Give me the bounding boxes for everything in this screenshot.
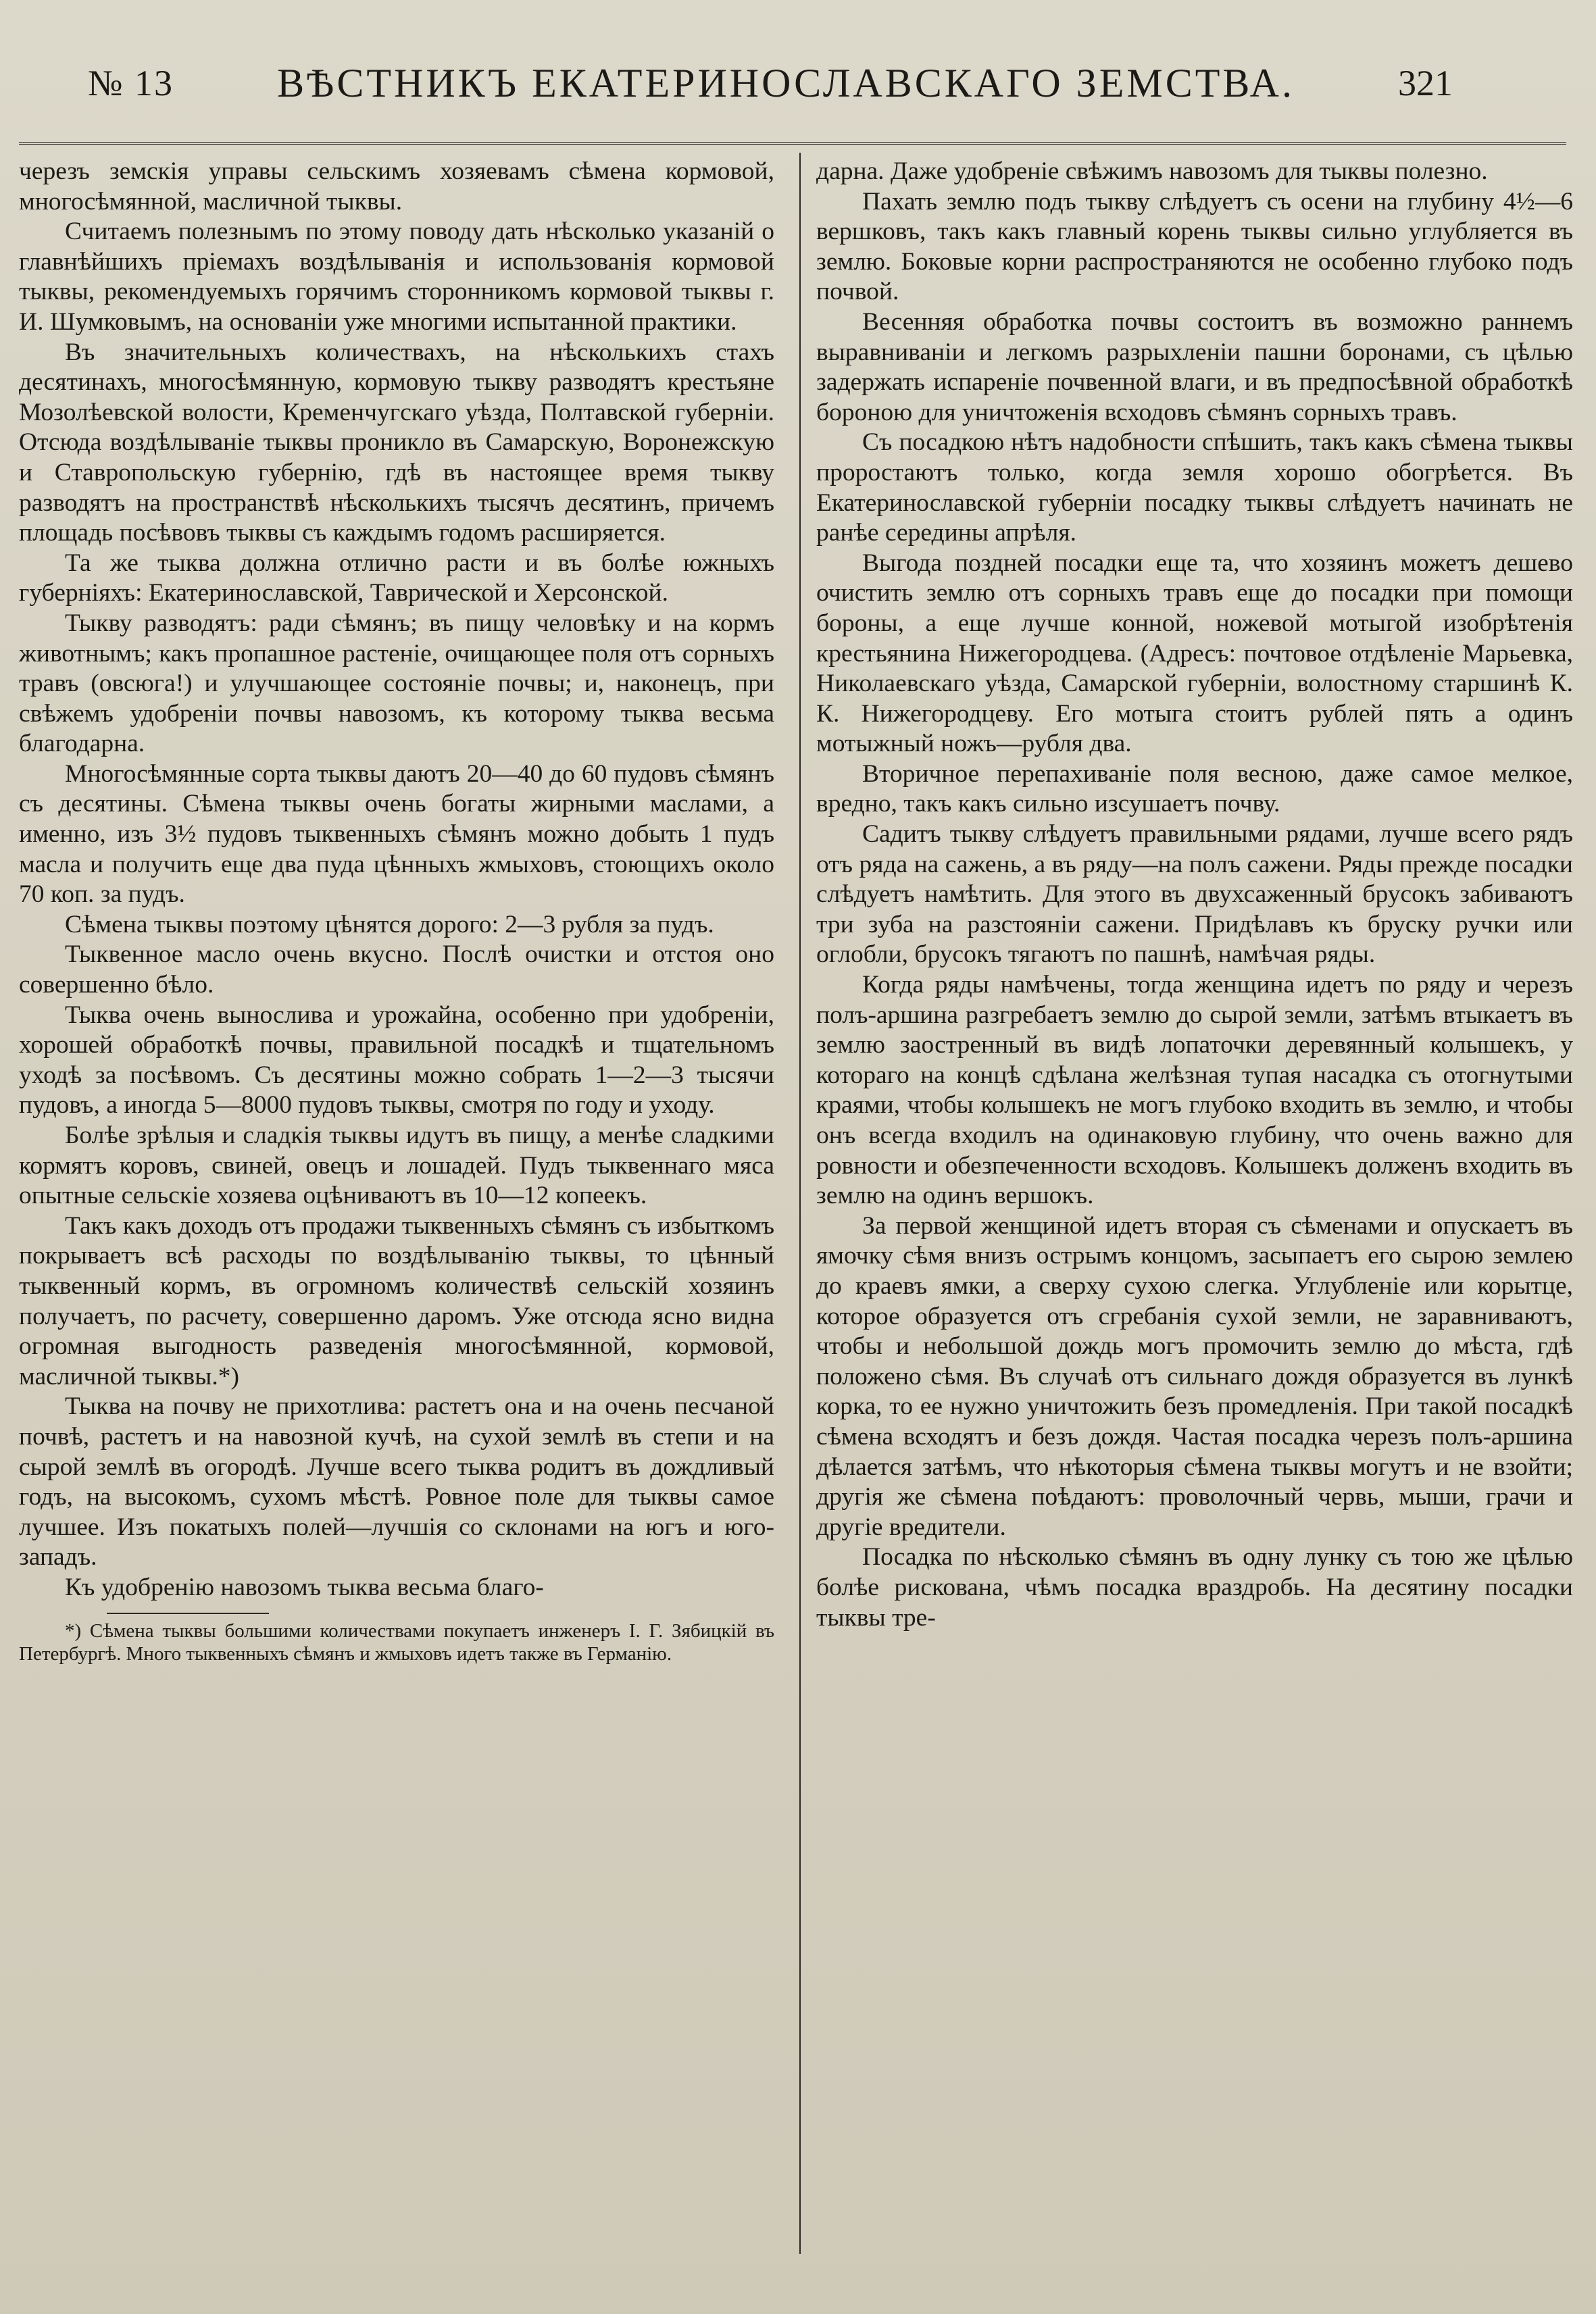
paragraph: Тыквенное масло очень вкусно. Послѣ очистки и отстоя оно совершенно бѣло. <box>19 940 774 999</box>
page-number: 321 <box>1398 63 1453 103</box>
column-divider <box>799 153 801 2254</box>
paragraph: Та же тыква должна отлично расти и въ болѣе южныхъ губерніяхъ: Екатеринославской, Таврической и Херсонской. <box>19 549 774 607</box>
paragraph: Въ значительныхъ количествахъ, на нѣсколькихъ стахъ десятинахъ, многосѣмянную, кормовую тыкву разводятъ крестьяне Мозолѣевской волости, Кременчугскаго уѣзда, Полтавской губерніи. Отсюда воздѣлываніе тыквы проникло въ Самарскую, Воронежскую и Ставропольскую губернію, гдѣ въ настоящее время тыкву разводятъ на пространствѣ нѣсколькихъ тысячъ десятинъ, причемъ площадь посѣвовъ тыквы съ каждымъ годомъ расширяется. <box>19 338 774 547</box>
paragraph: Пахать землю подъ тыкву слѣдуетъ съ осени на глубину 4½—6 вершковъ, такъ какъ главный корень тыквы сильно углубляется въ землю. Боковые корни распространяются не особенно глубоко подъ почвой. <box>816 187 1573 306</box>
header-rule <box>19 142 1566 145</box>
paragraph: Вторичное перепахиваніе поля весною, даже самое мелкое, вредно, такъ какъ сильно изсушаетъ почву. <box>816 759 1573 818</box>
journal-title: ВѢСТНИКЪ ЕКАТЕРИНОСЛАВСКАГО ЗЕМСТВА. <box>277 60 1295 105</box>
paragraph: Тыква очень вынослива и урожайна, особенно при удобреніи, хорошей обработкѣ почвы, правильной посадкѣ и тщательномъ уходѣ за посѣвомъ. Съ десятины можно собрать 1—2—3 тысячи пудовъ, а иногда 5—8000 пудовъ тыквы, смотря по году и уходу. <box>19 1001 774 1120</box>
right-column <box>816 157 1573 2265</box>
paragraph: Посадка по нѣсколько сѣмянъ въ одну лунку съ тою же цѣлью болѣе рискована, чѣмъ посадка враздробь. На десятину посадки тыквы тре- <box>816 1543 1573 1632</box>
page-header <box>88 53 1453 114</box>
paragraph: Выгода поздней посадки еще та, что хозяинъ можетъ дешево очистить землю отъ сорныхъ травъ еще до посадки при помощи бороны, а еще лучше конной, ножевой мотыгой изобрѣтенія крестьянина Нижегородцева. (Адресъ: почтовое отдѣленіе Марьевка, Николаевскаго уѣзда, Самарской губерніи, волостному старшинѣ К. К. Нижегородцеву. Его мотыга стоитъ рублей пять а одинъ мотыжный ножъ—рубля два. <box>816 549 1573 758</box>
paragraph: Тыкву разводятъ: ради сѣмянъ; въ пищу человѣку и на кормъ животнымъ; какъ пропашное растеніе, очищающее поля отъ сорныхъ травъ (овсюга!) и улучшающее состояніе почвы; и, наконецъ, при свѣжемъ удобреніи почвы навозомъ, къ которому тыква весьма благодарна. <box>19 609 774 758</box>
paragraph: Сѣмена тыквы поэтому цѣнятся дорого: 2—3 рубля за пудъ. <box>65 910 714 938</box>
issue-number: № 13 <box>88 63 174 103</box>
paragraph: Весенняя обработка почвы состоитъ въ возможно раннемъ выравниваніи и легкомъ разрыхленіи пашни боронами, съ цѣлью задержать испареніе почвенной влаги, и въ предпосѣвной обработкѣ бороною для уничтоженія всходовъ сѣмянъ сорныхъ травъ. <box>816 307 1573 426</box>
paragraph: За первой женщиной идетъ вторая съ сѣменами и опускаетъ въ ямочку сѣмя внизъ острымъ концомъ, засыпаетъ его сырою землею до краевъ ямки, а сверху сухою слегка. Углубленіе или корытце, которое образуется отъ сгребанія сухой земли, не заравниваютъ, чтобы и небольшой дождь могъ промочить землю до мѣста, гдѣ положено сѣмя. Въ случаѣ отъ сильнаго дождя образуется въ лункѣ корка, то ее нужно уничтожить безъ промедленія. При такой посадкѣ сѣмена всходятъ и безъ дождя. Частая посадка черезъ полъ-аршина дѣлается затѣмъ, что нѣкоторыя сѣмена тыквы могутъ и не взойти; другія же сѣмена поѣдаютъ: проволочный червь, мыши, грачи и другіе вредители. <box>816 1211 1573 1541</box>
paragraph: Съ посадкою нѣтъ надобности спѣшить, такъ какъ сѣмена тыквы проростаютъ только, когда земля хорошо обогрѣется. Въ Екатеринославской губерніи посадку тыквы слѣдуетъ начинать не ранѣе середины апрѣля. <box>816 428 1573 547</box>
paragraph: Многосѣмянные сорта тыквы даютъ 20—40 до 60 пудовъ сѣмянъ съ десятины. Сѣмена тыквы очень богаты жирными маслами, а именно, изъ 3½ пудовъ тыквенныхъ сѣмянъ можно добыть 1 пудъ масла и получить еще два пуда цѣнныхъ жмыховъ, стоющихъ около 70 коп. за пудъ. <box>19 759 774 909</box>
paragraph: Тыква на почву не прихотлива: растетъ она и на очень песчаной почвѣ, растетъ и на навозной кучѣ, на сухой землѣ въ степи и на сырой землѣ въ огородѣ. Лучше всего тыква родитъ въ дождливый годъ, на высокомъ, сухомъ мѣстѣ. Ровное поле для тыквы самое лучшее. Изъ покатыхъ полей—лучшія со склонами на югъ и юго-западъ. <box>19 1392 774 1571</box>
paragraph: Считаемъ полезнымъ по этому поводу дать нѣсколько указаній о главнѣйшихъ пріемахъ воздѣлыванія и использованія кормовой тыквы, рекомендуемыхъ горячимъ сторонникомъ кормовой тыквы г. И. Шумковымъ, на основаніи уже многими испытанной практики. <box>19 218 774 336</box>
footnote-rule <box>107 1613 269 1614</box>
paragraph: Болѣе зрѣлыя и сладкія тыквы идутъ въ пищу, а менѣе сладкими кормятъ коровъ, свиней, овецъ и лошадей. Пудъ тыквеннаго мяса опытные сельскіе хозяева оцѣниваютъ въ 10—12 копеекъ. <box>19 1122 774 1210</box>
paragraph: Къ удобренію навозомъ тыква весьма благо- <box>65 1573 544 1601</box>
paragraph: Садитъ тыкву слѣдуетъ правильными рядами, лучше всего рядъ отъ ряда на сажень, а въ ряду—на полъ сажени. Ряды прежде посадки слѣдуетъ намѣтить. Для этого въ двухсаженный брусокъ забиваютъ три зуба на разстояніи сажени. Придѣлавъ къ бруску ручки или оглобли, брусокъ тягаютъ по пашнѣ, намѣчая ряды. <box>816 820 1573 969</box>
paragraph: черезъ земскія управы сельскимъ хозяевамъ сѣмена кормовой, многосѣмянной, масличной тыквы. <box>19 157 774 216</box>
paragraph: Когда ряды намѣчены, тогда женщина идетъ по ряду и черезъ полъ-аршина разгребаетъ землю до сырой земли, затѣмъ втыкаетъ въ землю заостренный въ видѣ лопаточки деревянный колышекъ, у котораго на концѣ сдѣлана желѣзная тупая насадка съ отогнутыми краями, чтобы колышекъ не могъ глубоко входить въ землю, и чтобы онъ всегда входилъ на одинаковую глубину, что очень важно для ровности и обезпеченности всходовъ. Колышекъ долженъ входить въ землю на одинъ вершокъ. <box>816 971 1573 1210</box>
paragraph: дарна. Даже удобреніе свѣжимъ навозомъ для тыквы полезно. <box>816 157 1488 185</box>
left-column <box>19 157 774 2238</box>
footnote: *) Сѣмена тыквы большими количествами покупаетъ инженеръ І. Г. Зябицкій въ Петербургѣ. Много тыквенныхъ сѣмянъ и жмыховъ идетъ также въ Германію. <box>19 1619 774 1665</box>
paragraph: Такъ какъ доходъ отъ продажи тыквенныхъ сѣмянъ съ избыткомъ покрываетъ всѣ расходы по воздѣлыванію тыквы, то цѣнный тыквенный кормъ, въ огромномъ количествѣ сельскій хозяинъ получаетъ, по расчету, совершенно даромъ. Уже отсюда ясно видна огромная выгодность разведенія многосѣмянной, кормовой, масличной тыквы.*) <box>19 1211 774 1390</box>
